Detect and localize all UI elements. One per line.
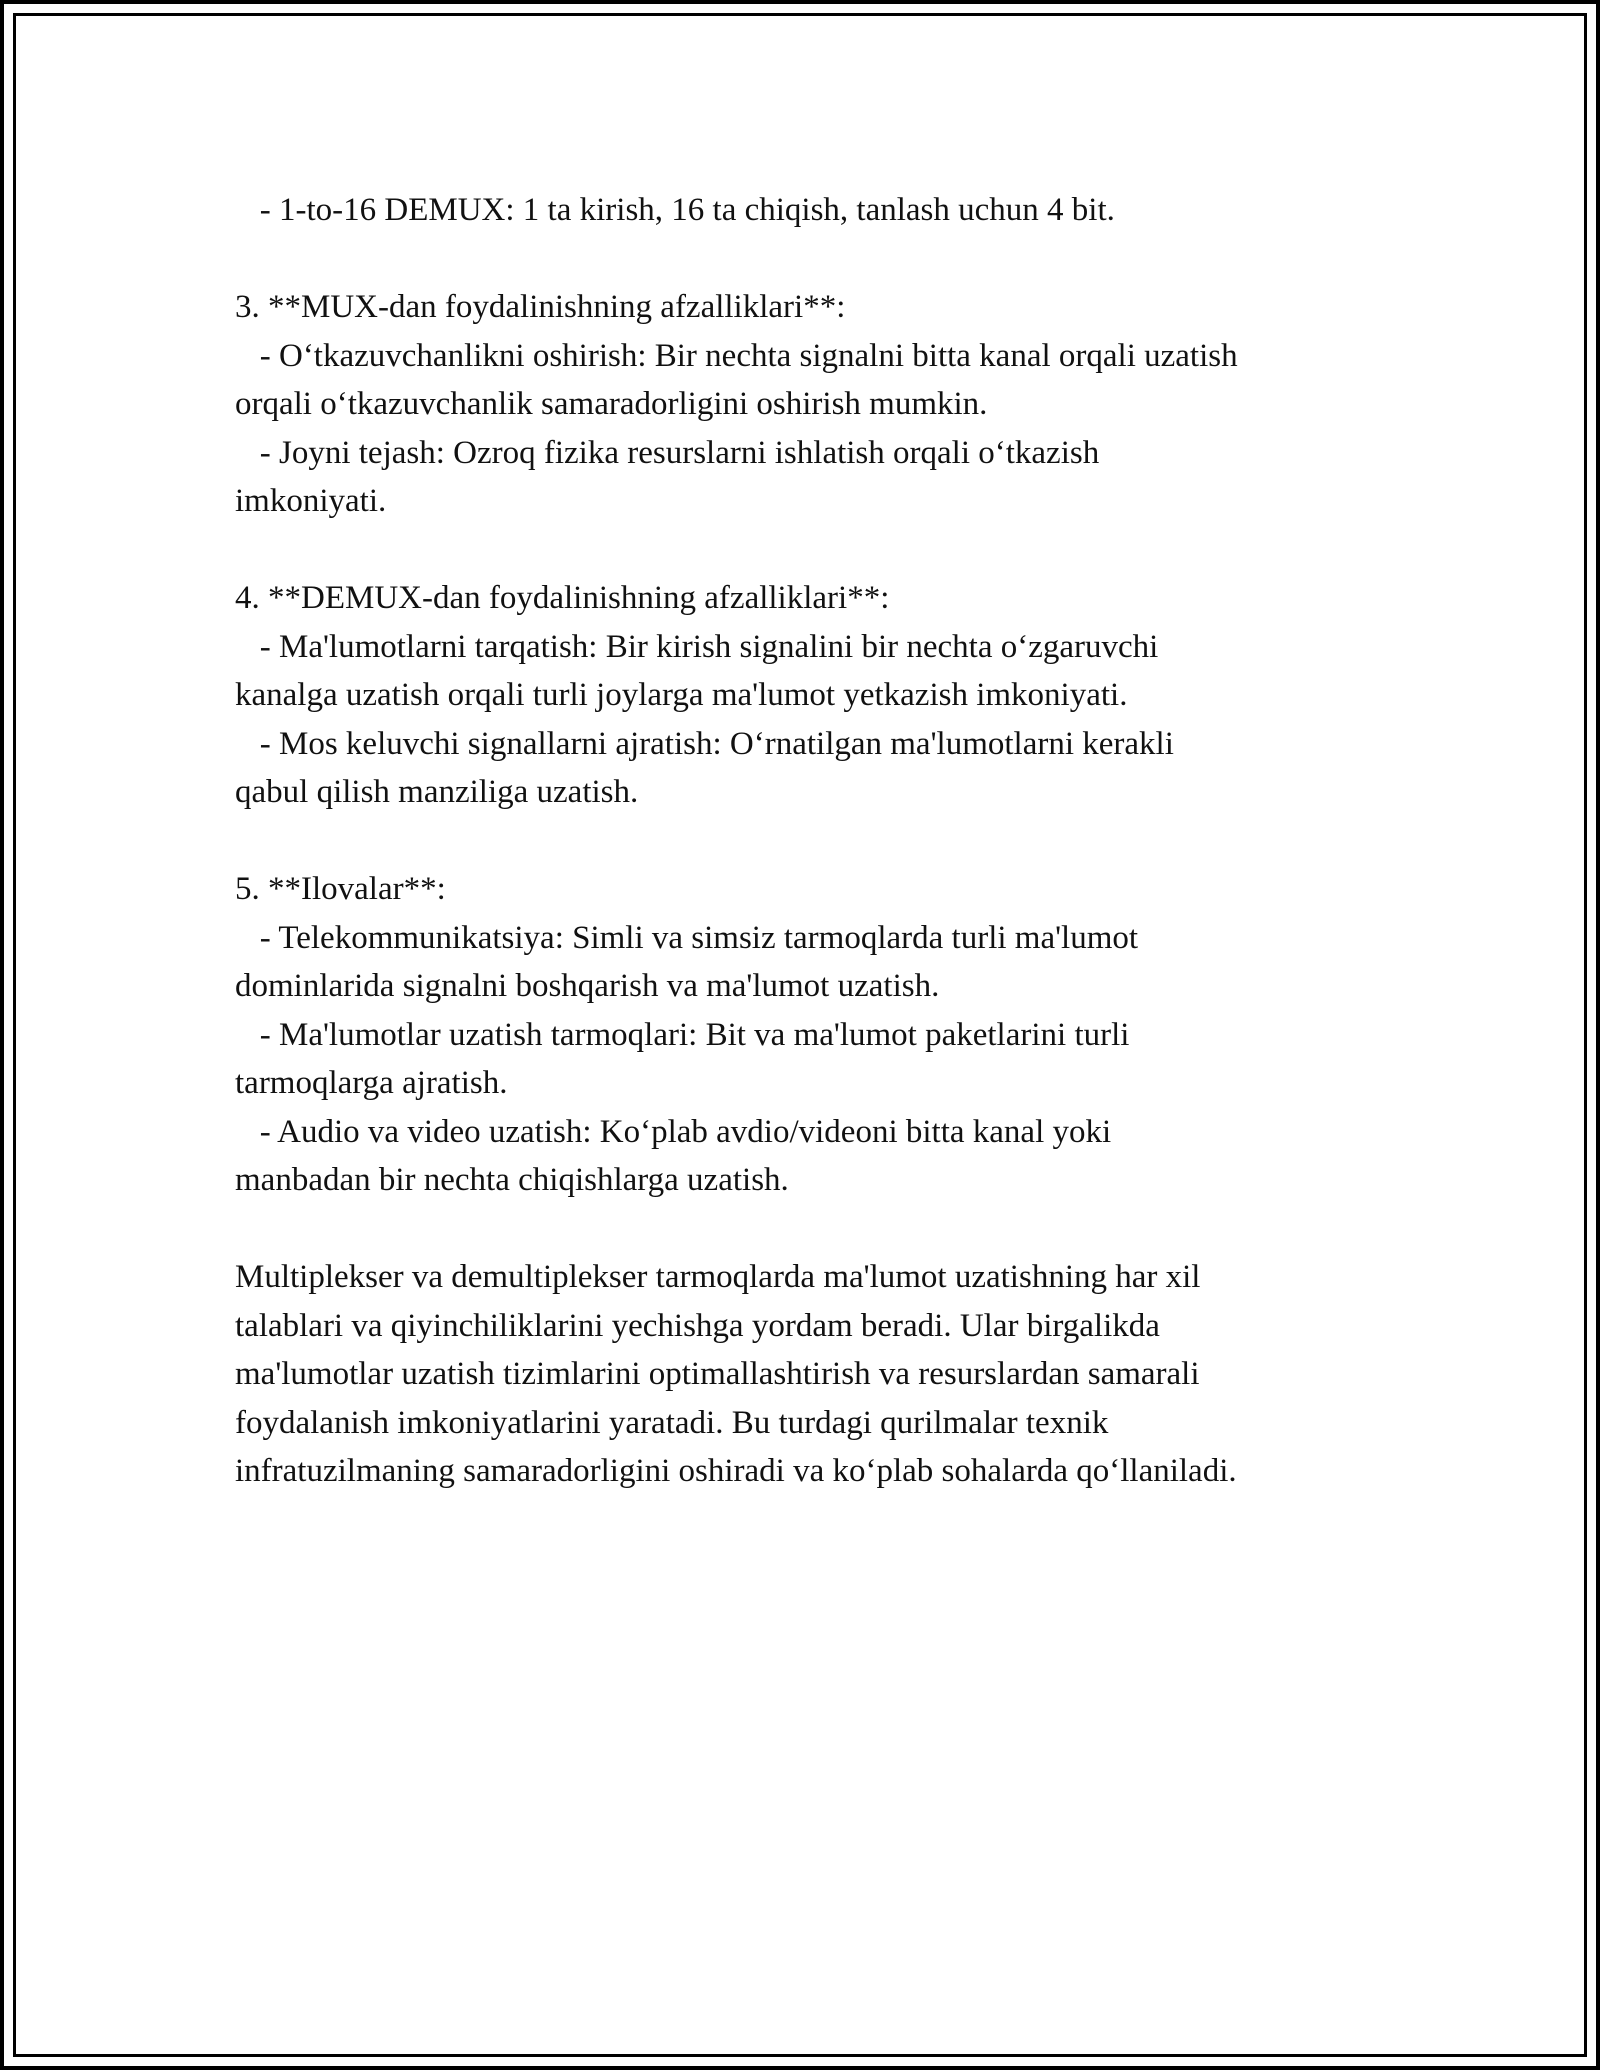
text-line: - 1-to-16 DEMUX: 1 ta kirish, 16 ta chiqish, tanlash uchun 4 bit. (235, 192, 1115, 228)
text-line: - Joyni tejash: Ozroq fizika resurslarni ishlatish orqali o‘tkazish (235, 434, 1100, 471)
text-line: orqali o‘tkazuvchanlik samaradorligini oshirish mumkin. (235, 386, 988, 422)
text-line: 5. **Ilovalar**: (235, 871, 446, 907)
text-line: qabul qilish manziliga uzatish. (235, 774, 639, 810)
blank-line (235, 1205, 1375, 1254)
text-line: 4. **DEMUX-dan foydalinishning afzalliklari**: (235, 580, 890, 616)
text-line: kanalga uzatish orqali turli joylarga ma'lumot yetkazish imkoniyati. (235, 677, 1128, 713)
text-line: manbadan bir nechta chiqishlarga uzatish. (235, 1162, 789, 1198)
blank-line (235, 817, 1375, 866)
text-line: 3. **MUX-dan foydalinishning afzalliklari**: (235, 289, 846, 325)
text-line: - O‘tkazuvchanlikni oshirish: Bir nechta signalni bitta kanal orqali uzatish (235, 337, 1238, 374)
text-line: talablari va qiyinchiliklarini yechishga yordam beradi. Ular birgalikda (235, 1307, 1160, 1344)
blank-line (235, 526, 1375, 575)
blank-line (235, 235, 1375, 284)
text-line: - Audio va video uzatish: Ko‘plab avdio/videoni bitta kanal yoki (235, 1113, 1112, 1150)
text-line: infratuzilmaning samaradorligini oshiradi va ko‘plab sohalarda qo‘llaniladi. (235, 1453, 1237, 1489)
text-line: - Telekommunikatsiya: Simli va simsiz tarmoqlarda turli ma'lumot (235, 919, 1139, 956)
text-line: tarmoqlarga ajratish. (235, 1065, 508, 1101)
text-line: - Ma'lumotlar uzatish tarmoqlari: Bit va ma'lumot paketlarini turli (235, 1016, 1130, 1053)
text-line: dominlarida signalni boshqarish va ma'lumot uzatish. (235, 968, 940, 1004)
document-body (235, 186, 1375, 1496)
text-line: - Ma'lumotlarni tarqatish: Bir kirish signalini bir nechta o‘zgaruvchi (235, 628, 1159, 665)
text-line: imkoniyati. (235, 483, 387, 519)
text-line: Multiplekser va demultiplekser tarmoqlarda ma'lumot uzatishning har xil (235, 1259, 1201, 1295)
text-line: ma'lumotlar uzatish tizimlarini optimallashtirish va resurslardan samarali (235, 1356, 1200, 1392)
text-line: - Mos keluvchi signallarni ajratish: O‘rnatilgan ma'lumotlarni kerakli (235, 725, 1174, 762)
text-line: foydalanish imkoniyatlarini yaratadi. Bu turdagi qurilmalar texnik (235, 1404, 1109, 1441)
